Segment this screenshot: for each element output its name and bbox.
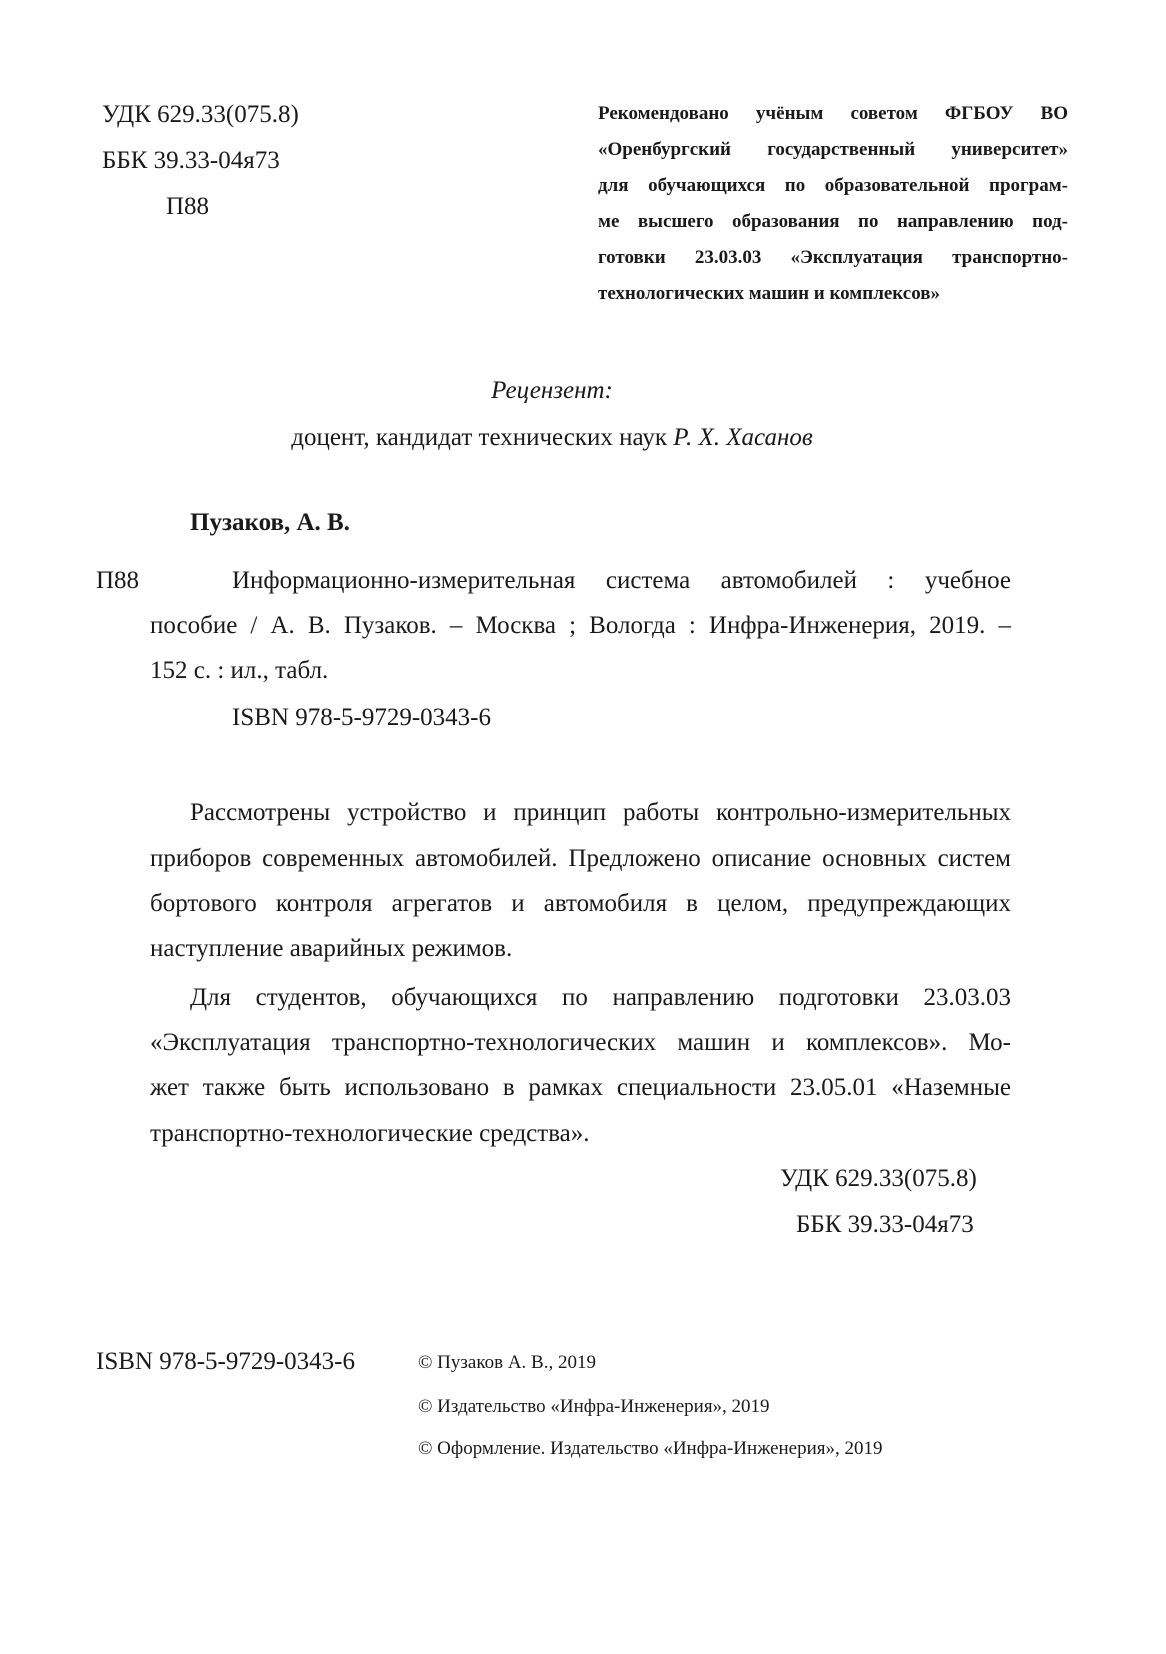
recommendation-line: ме высшего образования по направлению под- <box>598 211 1068 232</box>
annotation-line: Рассмотрены устройство и принцип работы контрольно-измерительных <box>190 799 1011 826</box>
reviewer-heading: Рецензент: <box>491 377 613 404</box>
reviewer-name: Р. Х. Хасанов <box>673 424 813 451</box>
annotation-udk: УДК 629.33(075.8) <box>780 1165 977 1192</box>
reviewer-line <box>0 425 1104 450</box>
annotation-bbk: ББК 39.33-04я73 <box>796 1211 974 1238</box>
bib-mark: П88 <box>96 567 140 594</box>
author-mark: П88 <box>166 193 210 220</box>
bib-isbn: ISBN 978-5-9729-0343-6 <box>232 704 492 731</box>
author-heading: Пузаков, А. В. <box>190 509 350 536</box>
annotation-line: приборов современных автомобилей. Предложено описание основных систем <box>150 845 1011 872</box>
bib-title-line: Информационно-измерительная система автомобилей : учебное <box>232 567 1011 594</box>
recommendation-line: «Оренбургский государственный университет» <box>598 139 1068 160</box>
annotation-line: бортового контроля агрегатов и автомобиля в целом, предупреждающих <box>150 890 1011 917</box>
copyright-line: © Оформление. Издательство «Инфра-Инженерия», 2019 <box>418 1438 883 1459</box>
bib-publisher-line: пособие / А. В. Пузаков. – Москва ; Вологда : Инфра-Инженерия, 2019. – <box>150 612 1011 639</box>
annotation-line: «Эксплуатация транспортно-технологических машин и комплексов». Мо- <box>150 1029 1011 1056</box>
annotation-line: Для студентов, обучающихся по направлению подготовки 23.03.03 <box>190 984 1011 1011</box>
recommendation-line: готовки 23.03.03 «Эксплуатация транспортно- <box>598 247 1068 268</box>
bbk-code: ББК 39.33-04я73 <box>102 147 280 174</box>
reviewer-title: доцент, кандидат технических наук <box>291 424 667 451</box>
recommendation-line: для обучающихся по образовательной програм- <box>598 175 1068 196</box>
annotation-line: жет также быть использовано в рамках специальности 23.05.01 «Наземные <box>150 1074 1011 1101</box>
recommendation-line: Рекомендовано учёным советом ФГБОУ ВО <box>598 103 1068 124</box>
copyright-line: © Пузаков А. В., 2019 <box>418 1352 596 1373</box>
copyright-line: © Издательство «Инфра-Инженерия», 2019 <box>418 1396 770 1417</box>
annotation-line: транспортно-технологические средства». <box>150 1120 590 1147</box>
annotation-line: наступление аварийных режимов. <box>150 935 513 962</box>
recommendation-line: технологических машин и комплексов» <box>598 283 940 304</box>
bib-pages-line: 152 с. : ил., табл. <box>150 657 329 684</box>
udk-code: УДК 629.33(075.8) <box>102 101 299 128</box>
footer-isbn: ISBN 978-5-9729-0343-6 <box>96 1348 356 1375</box>
